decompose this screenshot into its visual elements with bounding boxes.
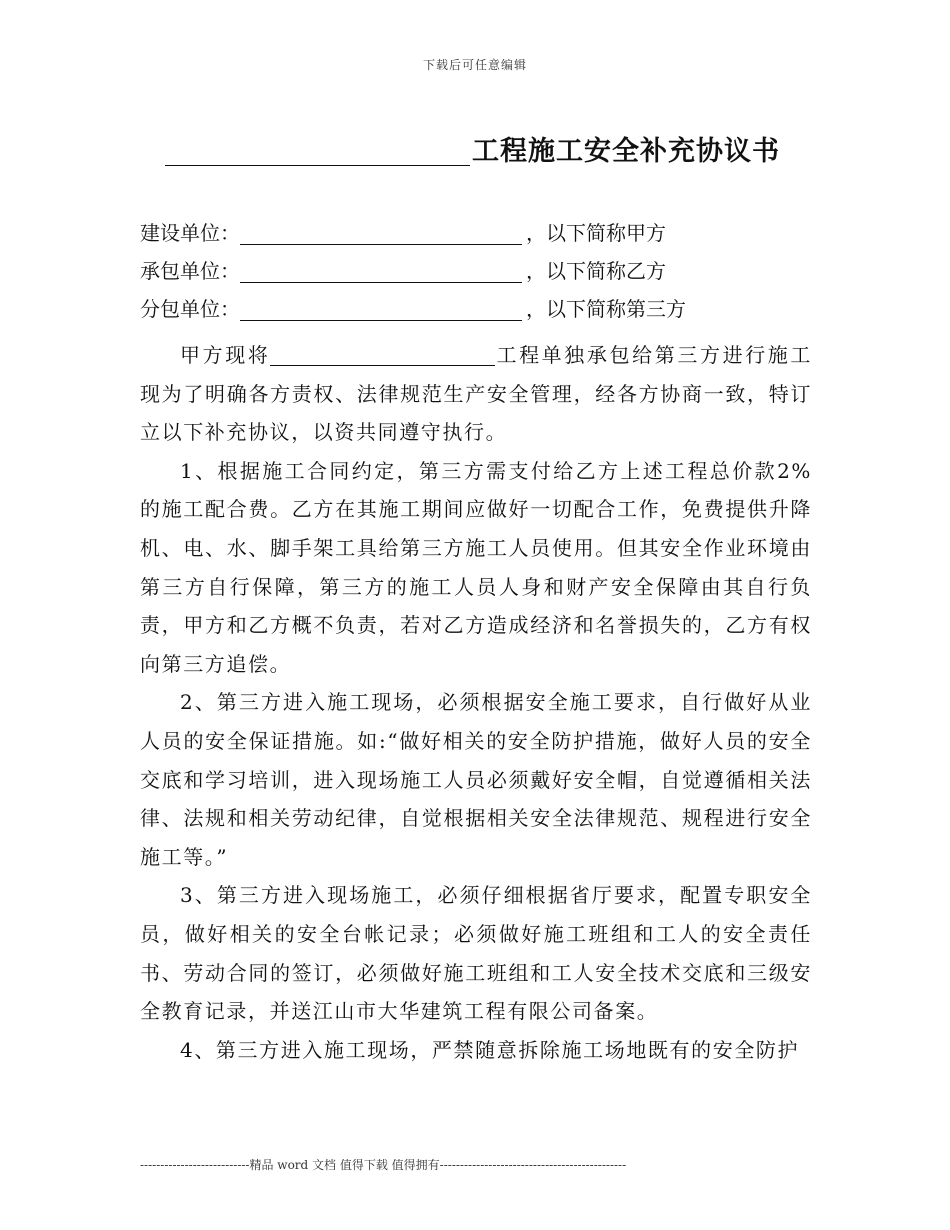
party-suffix: ，以下简称甲方	[526, 221, 666, 245]
party-label: 承包单位：	[140, 259, 240, 283]
party-row-contractor	[140, 252, 820, 290]
party-suffix: ，以下简称第三方	[526, 297, 686, 321]
intro-after-blank: 工程单独承包给第三方进行施工现为了明确各方责权、法律规范生产安全管理，经各方协商一致，特订立以下补充协议，以资共同遵守执行。	[140, 343, 812, 445]
header-note: 下载后可任意编辑	[422, 58, 527, 72]
party-suffix: ，以下简称乙方	[526, 259, 666, 283]
party-row-client	[140, 214, 820, 252]
clause-2: 2、第三方进入施工现场，必须根据安全施工要求，自行做好从业人员的安全保证措施。如:“做好相关的安全防护措施，做好人员的安全交底和学习培训，进入现场施工人员必须戴好安全帽，自觉遵循相关法律、法规和相关劳动纪律，自觉根据相关安全法律规范、规程进行安全施工等。”	[140, 690, 812, 869]
clause-3: 3、第三方进入现场施工，必须仔细根据省厅要求，配置专职安全员，做好相关的安全台帐记录；必须做好施工班组和工人的安全责任书、劳动合同的签订，必须做好施工班组和工人安全技术交底和三级安全教育记录，并送江山市大华建筑工程有限公司备案。	[140, 883, 812, 1024]
footer-note: ---------------------------精品 word 文档 值得下载 值得拥有----------------------------------------------	[140, 1158, 627, 1172]
party-label: 分包单位：	[140, 297, 240, 321]
intro-paragraph	[140, 336, 812, 452]
party-fill-in-blank	[240, 260, 522, 283]
parties-block	[140, 214, 820, 328]
agreement-body	[140, 336, 812, 1069]
clause-1: 1、根据施工合同约定，第三方需支付给乙方上述工程总价款2%的施工配合费。乙方在其施工期间应做好一切配合工作，免费提供升降机、电、水、脚手架工具给第三方施工人员使用。但其安全作业环境由第三方自行保障，第三方的施工人员人身和财产安全保障由其自行负责，甲方和乙方概不负责，若对乙方造成经济和名誉损失的，乙方有权向第三方追偿。	[140, 458, 812, 676]
clause-4: 4、第三方进入施工现场，严禁随意拆除施工场地既有的安全防护	[180, 1037, 800, 1062]
party-row-subcontractor	[140, 290, 820, 328]
party-fill-in-blank	[240, 222, 522, 245]
title-fill-in-blank	[165, 135, 470, 166]
intro-before-blank: 甲方现将	[180, 343, 271, 367]
document-title	[165, 130, 805, 174]
title-text: 工程施工安全补充协议书	[472, 136, 780, 167]
project-name-blank	[270, 343, 495, 366]
party-label: 建设单位：	[140, 221, 240, 245]
party-fill-in-blank	[240, 298, 522, 321]
